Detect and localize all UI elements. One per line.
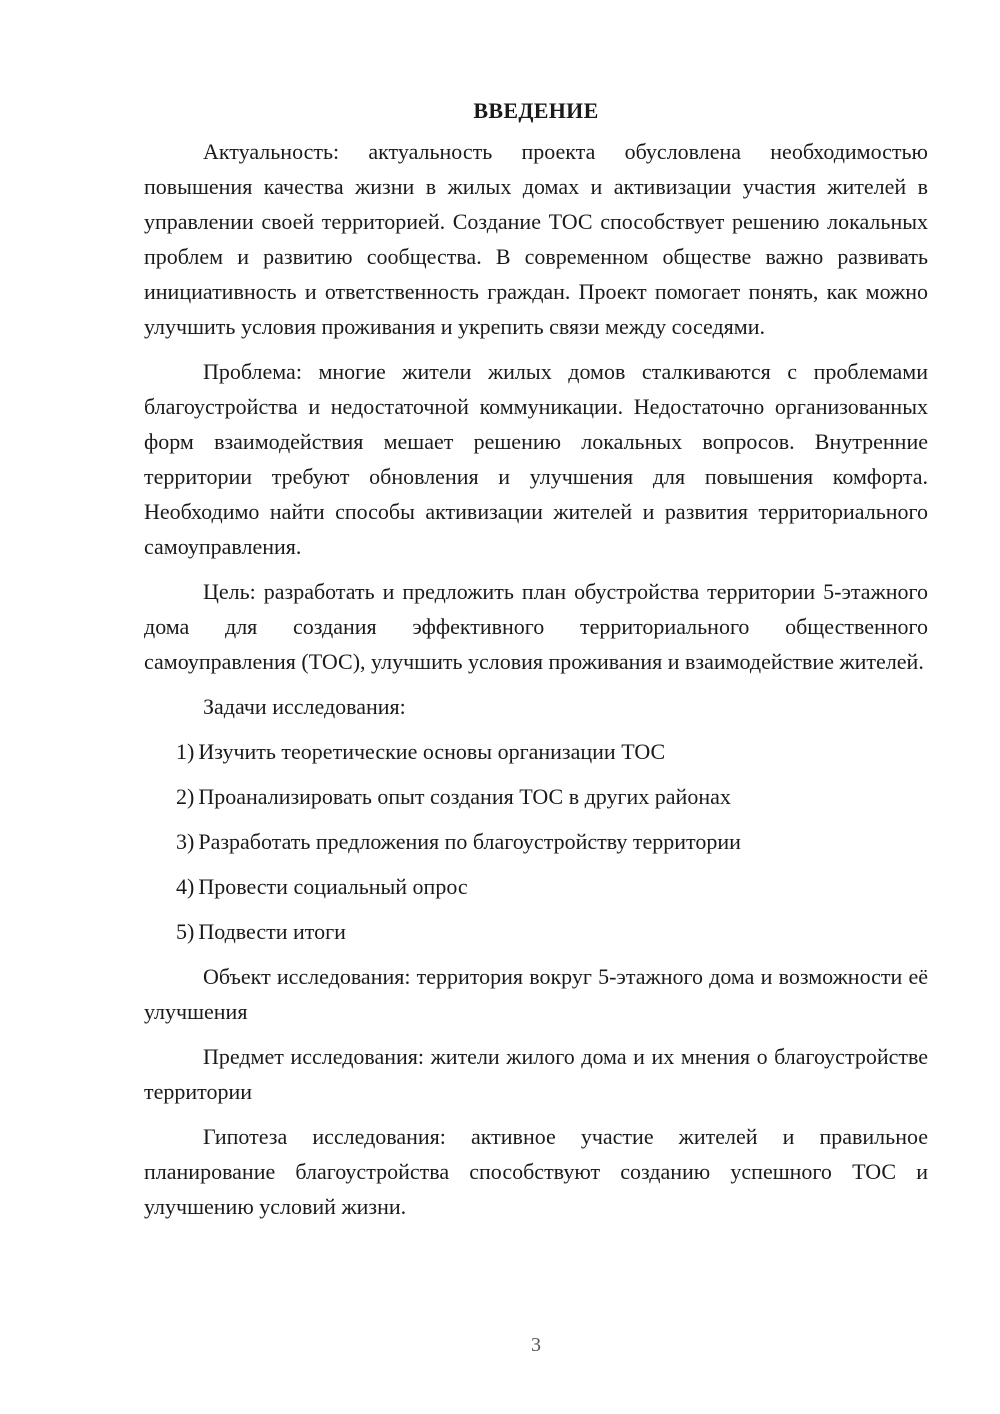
task-text: Разработать предложения по благоустройству территории [198, 829, 741, 854]
relevance-paragraph: Актуальность: актуальность проекта обусловлена необходимостью повышения качества жизни в жилых домах и активизации участия жителей в управлении своей территорией. Создание ТОС способствует решению локальных проблем и развитию сообщества. В современном обществе важно развивать инициативность и ответственность граждан. Проект помогает понять, как можно улучшить условия проживания и укрепить связи между соседями. [144, 139, 928, 339]
task-item [144, 779, 928, 814]
task-number: 2) [176, 784, 195, 809]
hypothesis-paragraph: Гипотеза исследования: активное участие жителей и правильное планирование благоустройства способствуют созданию успешного ТОС и улучшению условий жизни. [144, 1124, 928, 1219]
task-text: Изучить теоретические основы организации ТОС [198, 739, 666, 764]
page-title: ВВЕДЕНИЕ [473, 98, 599, 123]
task-item [144, 734, 928, 769]
object-paragraph: Объект исследования: территория вокруг 5-этажного дома и возможности её улучшения [144, 964, 928, 1024]
task-text: Провести социальный опрос [198, 874, 468, 899]
task-item [144, 914, 928, 949]
task-item [144, 824, 928, 859]
problem-paragraph: Проблема: многие жители жилых домов сталкиваются с проблемами благоустройства и недостаточной коммуникации. Недостаточно организованных форм взаимодействия мешает решению локальных вопросов. Внутренние территории требуют обновления и улучшения для повышения комфорта. Необходимо найти способы активизации жителей и развития территориального самоуправления. [144, 359, 928, 559]
task-number: 4) [176, 874, 195, 899]
tasks-heading: Задачи исследования: [203, 694, 406, 719]
task-number: 1) [176, 739, 195, 764]
document-body [144, 94, 928, 1234]
task-item [144, 869, 928, 904]
task-number: 3) [176, 829, 195, 854]
page-number: 3 [531, 1334, 541, 1356]
task-text: Подвести итоги [198, 919, 346, 944]
task-number: 5) [176, 919, 195, 944]
tasks-list [144, 734, 928, 949]
subject-paragraph: Предмет исследования: жители жилого дома и их мнения о благоустройстве территории [144, 1044, 928, 1104]
goal-paragraph: Цель: разработать и предложить план обустройства территории 5-этажного дома для создания эффективного территориального общественного самоуправления (ТОС), улучшить условия проживания и взаимодействие жителей. [144, 579, 928, 674]
task-text: Проанализировать опыт создания ТОС в других районах [198, 784, 731, 809]
